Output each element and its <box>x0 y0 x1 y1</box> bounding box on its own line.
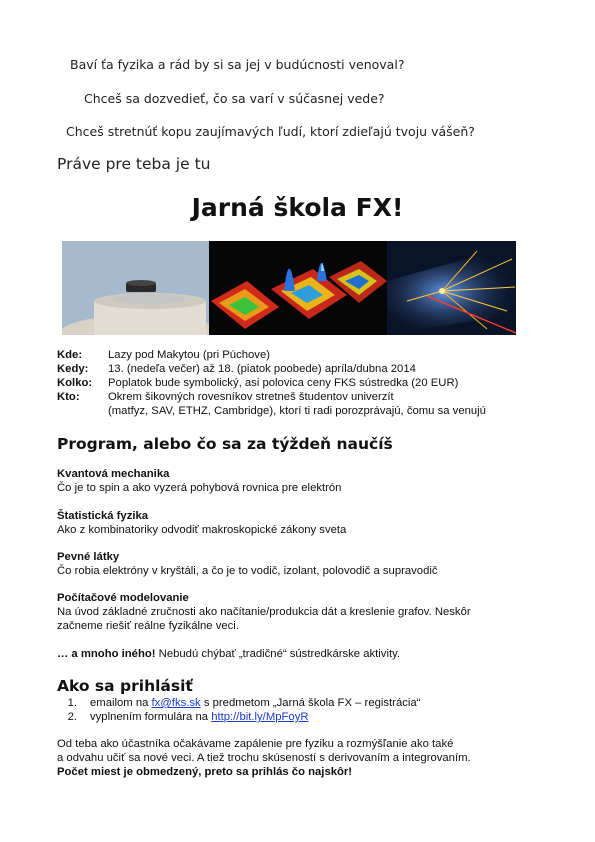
info-value: Lazy pod Makytou (pri Púchove) <box>108 349 271 361</box>
bose-einstein-condensate-plot <box>209 241 387 335</box>
info-key: Kolko: <box>57 377 93 389</box>
page-title: Jarná škola FX! <box>191 193 404 222</box>
program-section <box>57 550 438 578</box>
info-key: Kde: <box>57 349 83 361</box>
apply-list <box>57 696 420 724</box>
info-table <box>57 348 527 418</box>
list-number: 2. <box>67 711 77 723</box>
more-bold: … a mnoho iného! <box>57 648 156 660</box>
info-row-kedy <box>57 362 527 376</box>
capacity-note: Počet miest je obmedzený, preto sa prihlás čo najskôr! <box>57 766 353 778</box>
program-section <box>57 509 346 537</box>
more-text: Nebudú chýbať „tradičné“ sústredkárske aktivity. <box>155 648 401 660</box>
info-value: Okrem šikovných rovesníkov stretneš študentov univerzít (matfyz, SAV, ETHZ, Cambridge), ktorí ti radi porozprávajú, čomu sa venujú <box>108 391 486 417</box>
section-text: Na úvod základné zručnosti ako načítanie/produkcia dát a kreslenie grafov. Neskôr začneme riešiť reálne fyzikálne veci. <box>57 606 471 632</box>
info-value: 13. (nedeľa večer) až 18. (piatok poobede) apríla/dubna 2014 <box>108 363 416 375</box>
section-text: Čo robia elektróny v kryštáli, a čo je to vodič, izolant, polovodič a supravodič <box>57 565 438 577</box>
intro-question-1: Baví ťa fyzika a rád by si sa jej v budúcnosti venoval? <box>70 57 405 72</box>
info-key: Kedy: <box>57 363 89 375</box>
section-title: Štatistická fyzika <box>57 510 149 522</box>
list-text <box>90 696 420 710</box>
apply-heading: Ako sa prihlásiť <box>57 677 193 695</box>
section-title: Počítačové modelovanie <box>57 592 189 604</box>
program-section <box>57 591 471 633</box>
intro-question-2: Chceš sa dozvedieť, čo sa varí v súčasnej vede? <box>84 91 385 106</box>
expectations-paragraph: Od teba ako účastníka očakávame zapálenie pre fyziku a rozmýšľanie ako také a odvahu učiť sa nové veci. A tiež trochu skúseností s derivovaním a integrovaním. <box>57 738 471 764</box>
list-text-pre: vyplnením formulára na <box>90 711 212 723</box>
section-title: Kvantová mechanika <box>57 468 170 480</box>
list-item <box>57 710 420 724</box>
program-heading: Program, alebo čo sa za týždeň naučíš <box>57 435 393 453</box>
section-text: Čo je to spin a ako vyzerá pohybová rovnica pre elektrón <box>57 482 342 494</box>
info-key: Kto: <box>57 391 80 403</box>
image-strip <box>62 241 516 335</box>
info-row-kto <box>57 390 527 418</box>
section-title: Pevné látky <box>57 551 120 563</box>
levitating-superconductor-photo <box>62 241 209 335</box>
form-link[interactable]: http://bit.ly/MpFoyR <box>211 711 309 723</box>
info-row-kde <box>57 348 527 362</box>
info-value: Poplatok bude symbolický, asi polovica ceny FKS sústredka (20 EUR) <box>108 377 459 389</box>
info-row-kolko <box>57 376 527 390</box>
lead-text: Práve pre teba je tu <box>57 155 211 173</box>
program-more <box>57 647 400 661</box>
list-text <box>90 710 309 724</box>
list-text-pre: emailom na <box>90 697 152 709</box>
list-text-post: s predmetom „Jarná škola FX – registrácia“ <box>200 697 421 709</box>
list-item <box>57 696 420 710</box>
email-link[interactable]: fx@fks.sk <box>151 697 201 709</box>
section-text: Ako z kombinatoriky odvodiť makroskopické zákony sveta <box>57 524 347 536</box>
intro-question-3: Chceš stretnúť kopu zaujímavých ľudí, ktorí zdieľajú tvoju vášeň? <box>66 124 475 139</box>
program-section <box>57 467 341 495</box>
list-number: 1. <box>67 697 77 709</box>
particle-collision-event-image <box>387 241 516 335</box>
